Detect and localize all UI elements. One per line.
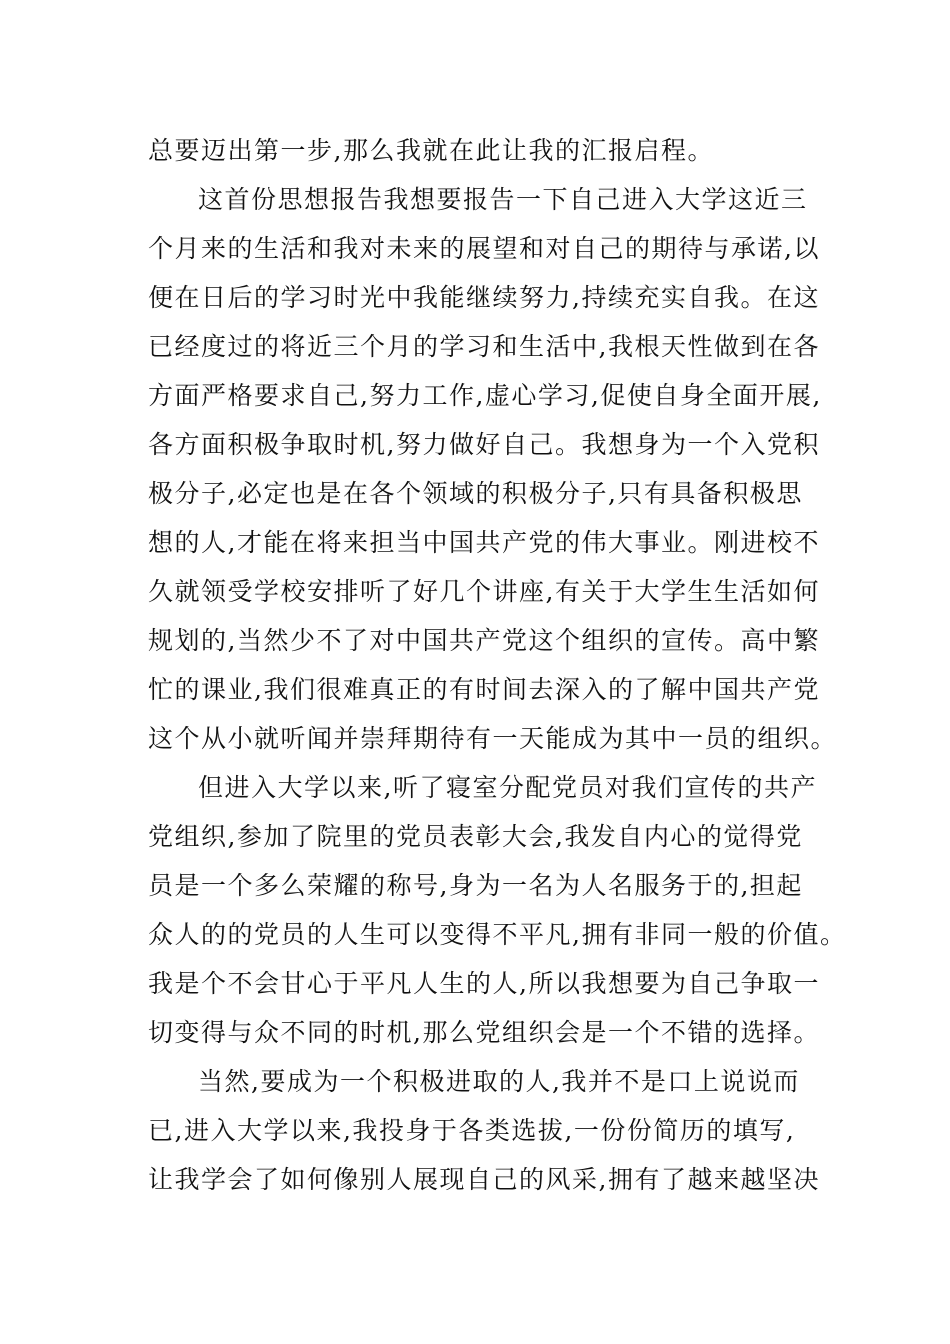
paragraph-first-line: 当然,要成为一个积极进取的人,我并不是口上说说而 bbox=[198, 1067, 800, 1096]
text-line: 方面严格要求自己,努力工作,虚心学习,促使自身全面开展, bbox=[148, 381, 822, 410]
text-line: 已,进入大学以来,我投身于各类选拔,一份份简历的填写, bbox=[148, 1116, 796, 1145]
text-line: 众人的的党员的人生可以变得不平凡,拥有非同一般的价值。 bbox=[148, 920, 847, 949]
text-line: 已经度过的将近三个月的学习和生活中,我根天性做到在各 bbox=[148, 332, 820, 361]
text-line: 总要迈出第一步,那么我就在此让我的汇报启程。 bbox=[148, 136, 714, 165]
text-line: 让我学会了如何像别人展现自己的风采,拥有了越来越坚决 bbox=[148, 1165, 820, 1194]
text-line: 规划的,当然少不了对中国共产党这个组织的宣传。高中繁 bbox=[148, 626, 820, 655]
text-line: 切变得与众不同的时机,那么党组织会是一个不错的选择。 bbox=[148, 1018, 820, 1047]
text-line: 员是一个多么荣耀的称号,身为一名为人名服务于的,担起 bbox=[148, 871, 803, 900]
paragraph-first-line: 但进入大学以来,听了寝室分配党员对我们宣传的共产 bbox=[198, 773, 817, 802]
paragraph-first-line: 这首份思想报告我想要报告一下自己进入大学这近三 bbox=[198, 185, 808, 214]
text-line: 便在日后的学习时光中我能继续努力,持续充实自我。在这 bbox=[148, 283, 820, 312]
text-line: 极分子,必定也是在各个领域的积极分子,只有具备积极思 bbox=[148, 479, 803, 508]
text-line: 我是个不会甘心于平凡人生的人,所以我想要为自己争取一 bbox=[148, 969, 820, 998]
text-line: 个月来的生活和我对未来的展望和对自己的期待与承诺,以 bbox=[148, 234, 820, 263]
text-line: 忙的课业,我们很难真正的有时间去深入的了解中国共产党 bbox=[148, 675, 820, 704]
text-line: 这个从小就听闻并崇拜期待有一天能成为其中一员的组织。 bbox=[148, 724, 838, 753]
text-line: 久就领受学校安排听了好几个讲座,有关于大学生生活如何 bbox=[148, 577, 820, 606]
text-line: 党组织,参加了院里的党员表彰大会,我发自内心的觉得党 bbox=[148, 822, 803, 851]
text-line: 想的人,才能在将来担当中国共产党的伟大事业。刚进校不 bbox=[148, 528, 820, 557]
text-line: 各方面积极争取时机,努力做好自己。我想身为一个入党积 bbox=[148, 430, 820, 459]
